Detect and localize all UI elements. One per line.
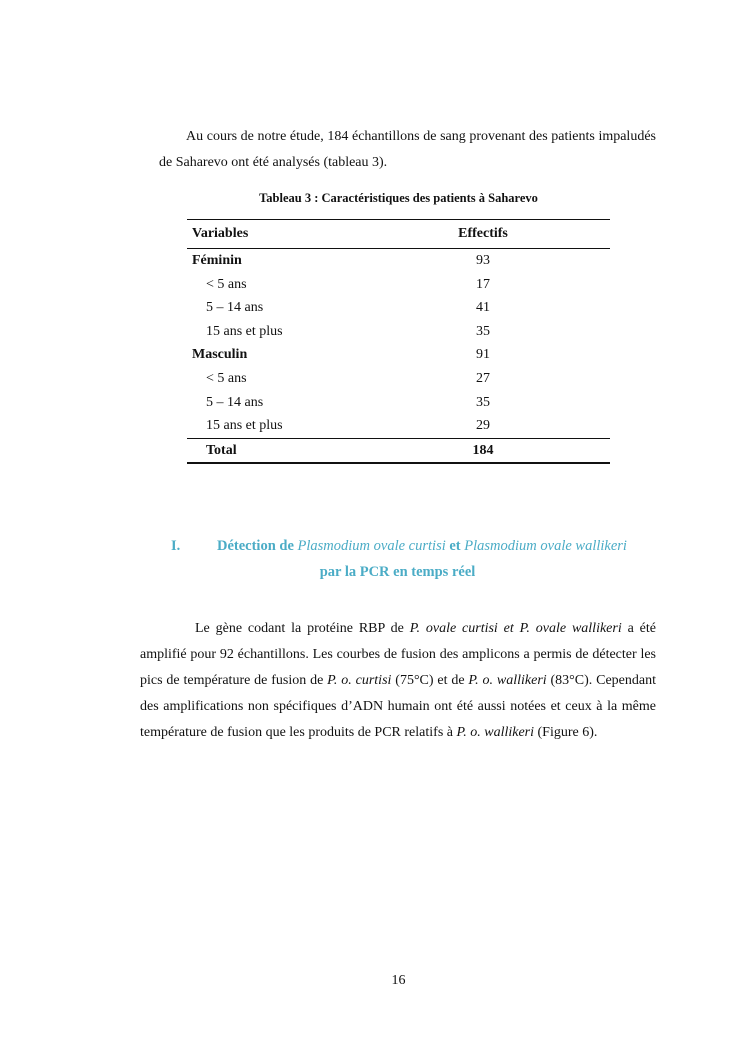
body-text: a été amplifié pour 92 échantillons. Les courbes de fusion des amplicons a permis de détecter les pics de température de fusion de [140, 621, 657, 688]
species-name: P. o. wallikeri [468, 673, 547, 688]
table-row [187, 367, 610, 391]
title-text: et [445, 538, 465, 554]
page-number: 16 [391, 973, 406, 988]
intro-paragraph: Au cours de notre étude, 184 échantillons de sang provenant des patients impaludés de Saharevo ont été analysés (tableau 3). [159, 129, 656, 170]
row-value: 35 [476, 323, 490, 339]
row-label: 5 – 14 ans [206, 300, 264, 316]
row-label: 15 ans et plus [206, 323, 283, 339]
table-row [187, 296, 610, 320]
total-value: 184 [408, 438, 610, 463]
header-variables: Variables [187, 220, 408, 249]
species-name: P. o. wallikeri [456, 725, 535, 740]
table-total-row [187, 438, 610, 463]
table-row [187, 414, 610, 438]
group-value: 93 [476, 253, 490, 268]
body-text: (Figure 6). [534, 725, 598, 740]
body-text: (83°C). Cependant des amplifications non spécifiques d’ADN humain ont été aussi notées et ceux à la même température de fusion que les produits de PCR relatifs à [140, 673, 656, 740]
row-label: < 5 ans [206, 276, 247, 292]
table-row-group-masculin [187, 343, 610, 367]
body-text: Le gène codant la protéine RBP de [195, 621, 410, 636]
row-value: 41 [476, 300, 490, 316]
table-row-group-feminin [187, 249, 610, 273]
table-row [187, 273, 610, 297]
header-effectifs: Effectifs [408, 220, 610, 249]
table-header-row [187, 220, 610, 249]
row-label: 15 ans et plus [206, 418, 283, 434]
title-text: Détection de [217, 538, 298, 554]
row-label: 5 – 14 ans [206, 394, 264, 410]
row-value: 35 [476, 394, 490, 410]
body-paragraph [140, 616, 656, 746]
section-title-line1 [217, 533, 627, 560]
patient-characteristics-table [187, 219, 610, 464]
section-title-line2: par la PCR en temps réel [319, 564, 476, 580]
table-row [187, 391, 610, 415]
table-row [187, 320, 610, 344]
group-label: Masculin [192, 347, 248, 363]
body-text: (75°C) et de [391, 673, 469, 688]
table-caption: Tableau 3 : Caractéristiques des patients à Saharevo [259, 191, 538, 205]
group-value: 91 [476, 347, 490, 363]
total-label: Total [187, 438, 408, 463]
row-value: 27 [476, 370, 490, 386]
row-label: < 5 ans [206, 370, 247, 386]
species-name: Plasmodium ovale curtisi [297, 538, 446, 554]
species-name: P. ovale curtisi et P. ovale wallikeri [409, 621, 622, 636]
section-number: I. [171, 538, 181, 554]
species-name: P. o. curtisi [327, 673, 392, 688]
row-value: 17 [476, 276, 490, 292]
species-name: Plasmodium ovale wallikeri [464, 538, 627, 554]
row-value: 29 [476, 418, 490, 434]
group-label: Féminin [192, 253, 242, 268]
